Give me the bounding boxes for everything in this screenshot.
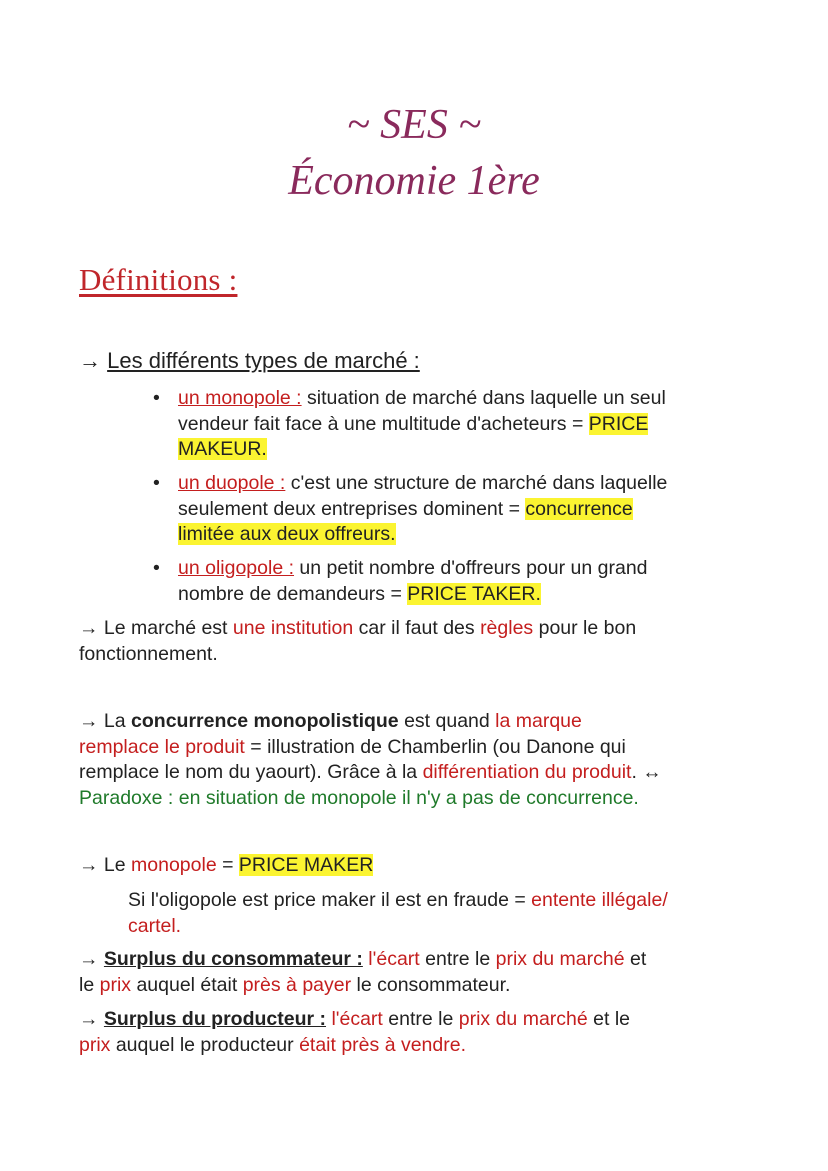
highlight-price-maker: PRICE MAKER <box>238 854 374 876</box>
paradoxe-note: Paradoxe : en situation de monopole il n'y a pas de concurrence. <box>79 786 639 809</box>
definition-duopole-line1: un duopole : c'est une structure de marché dans laquelle <box>178 472 668 494</box>
definition-monopole-line1: un monopole : situation de marché dans laquelle un seul <box>178 387 666 409</box>
definition-oligopole-line2: nombre de demandeurs = PRICE TAKER. <box>178 582 541 605</box>
bullet-icon: • <box>153 472 160 494</box>
arrow-icon: → <box>79 348 101 373</box>
term-oligopole: un oligopole : <box>178 557 295 579</box>
highlight-concurrence-1: concurrence <box>525 497 633 520</box>
highlight-price-makeur-1: PRICE <box>588 412 649 435</box>
section-heading-definitions: Définitions : <box>79 262 238 297</box>
paragraph-surplus-producteur: → Surplus du producteur : l'écart entre le prix du marché et le prix auquel le producteur était près à vendre. <box>79 1008 630 1056</box>
definition-duopole-line3 <box>178 522 667 548</box>
highlight-price-makeur-2: MAKEUR. <box>178 438 267 460</box>
paragraph-concurrence-monopolistique: → La concurrence monopolistique est quand la marque remplace le produit = illustration de Chamberlin (ou Danone qui remplace le nom du yaourt). Grâce à la différentiation du produit. ↔ Paradoxe : en situation de monopole il n'y a pas de concurrence. <box>79 709 662 811</box>
paragraph-monopole-price-maker: → Le monopole = PRICE MAKER <box>79 854 374 876</box>
types-heading-text: Les différents types de marché : <box>107 348 420 373</box>
bullet-icon: • <box>153 557 160 579</box>
highlight-price-taker: PRICE TAKER. <box>407 582 541 605</box>
definition-duopole-line2: seulement deux entreprises dominent = concurrence <box>178 497 633 520</box>
paragraph-oligopole-fraude: Si l'oligopole est price maker il est en fraude = entente illégale/ cartel. <box>128 889 668 937</box>
types-heading <box>79 348 420 374</box>
document-title-economie: Économie 1ère <box>288 158 540 204</box>
document-title-ses: ~ SES ~ <box>346 102 482 148</box>
definition-monopole <box>178 386 666 463</box>
definition-oligopole <box>178 556 648 607</box>
definition-monopole-line3 <box>178 437 666 463</box>
bullet-icon: • <box>153 387 160 409</box>
definition-oligopole-line1: un oligopole : un petit nombre d'offreurs pour un grand <box>178 557 648 579</box>
definition-monopole-line2: vendeur fait face à une multitude d'acheteurs = PRICE <box>178 412 649 435</box>
term-surplus-producteur: Surplus du producteur : <box>103 1008 327 1030</box>
highlight-concurrence-2: limitée aux deux offreurs. <box>178 523 396 545</box>
term-duopole: un duopole : <box>178 472 286 494</box>
definition-duopole <box>178 471 667 548</box>
term-surplus-consommateur: Surplus du consommateur : <box>103 948 363 970</box>
term-monopole: un monopole : <box>178 387 302 409</box>
paragraph-institution: → Le marché est une institution car il faut des règles pour le bon fonctionnement. <box>79 617 637 665</box>
paragraph-surplus-consommateur: → Surplus du consommateur : l'écart entre le prix du marché et le prix auquel était près à payer le consommateur. <box>79 948 647 996</box>
